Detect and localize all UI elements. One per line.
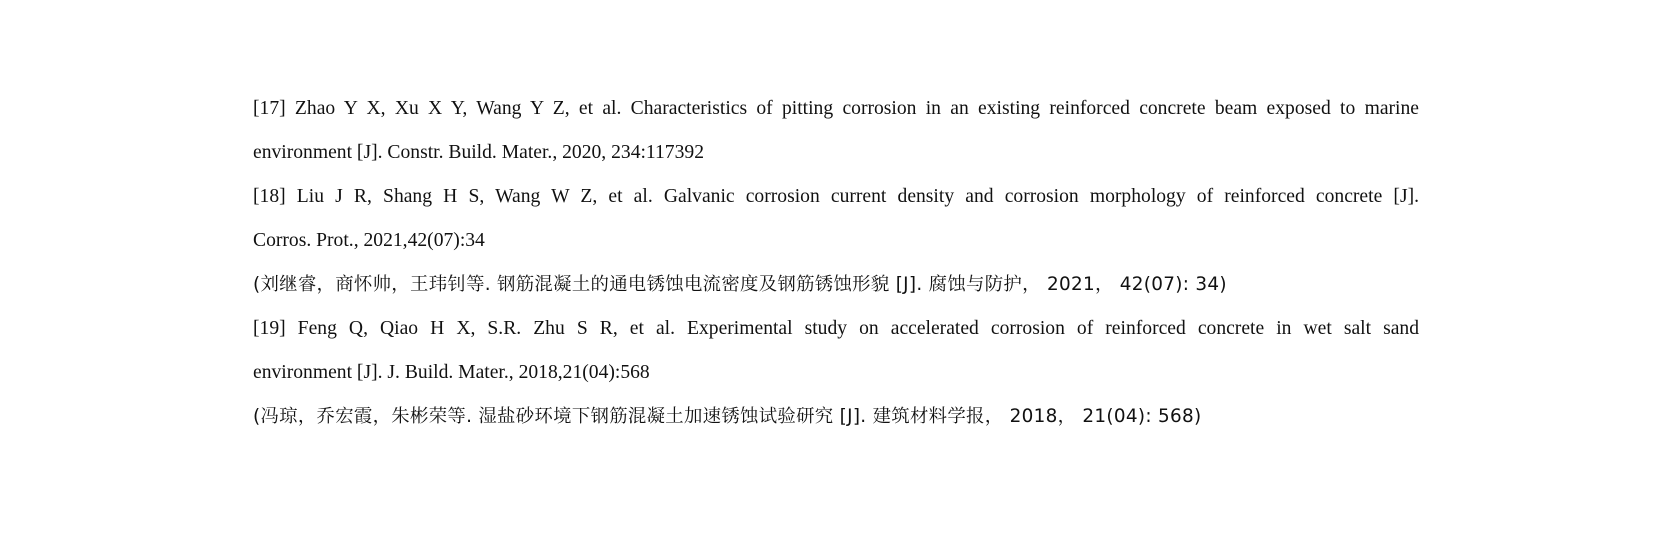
reference-19-chinese-line: (冯琼，乔宏霞，朱彬荣等. 湿盐砂环境下钢筋混凝土加速锈蚀试验研究 [J]. 建筑材料学报， 2018， 21(04): 568) [253,406,1202,427]
reference-17-line-2: environment [J]. Constr. Build. Mater., 2020, 234:117392 [253,142,704,163]
reference-list [253,94,1419,446]
reference-17-line-1: [17] Zhao Y X, Xu X Y, Wang Y Z, et al. Characteristics of pitting corrosion in an existing reinforced concrete beam exposed to marine [253,98,1419,119]
reference-18-line-2: Corros. Prot., 2021,42(07):34 [253,230,485,251]
reference-19-line-1: [19] Feng Q, Qiao H X, S.R. Zhu S R, et al. Experimental study on accelerated corrosion of reinforced concrete in wet salt sand [253,318,1419,339]
reference-18-line-1: [18] Liu J R, Shang H S, Wang W Z, et al. Galvanic corrosion current density and corrosion morphology of reinforced concrete [J]. [253,186,1419,207]
reference-18-chinese-line: (刘继睿，商怀帅，王玮钊等. 钢筋混凝土的通电锈蚀电流密度及钢筋锈蚀形貌 [J]. 腐蚀与防护， 2021， 42(07): 34) [253,274,1227,295]
reference-19-line-2: environment [J]. J. Build. Mater., 2018,21(04):568 [253,362,650,383]
